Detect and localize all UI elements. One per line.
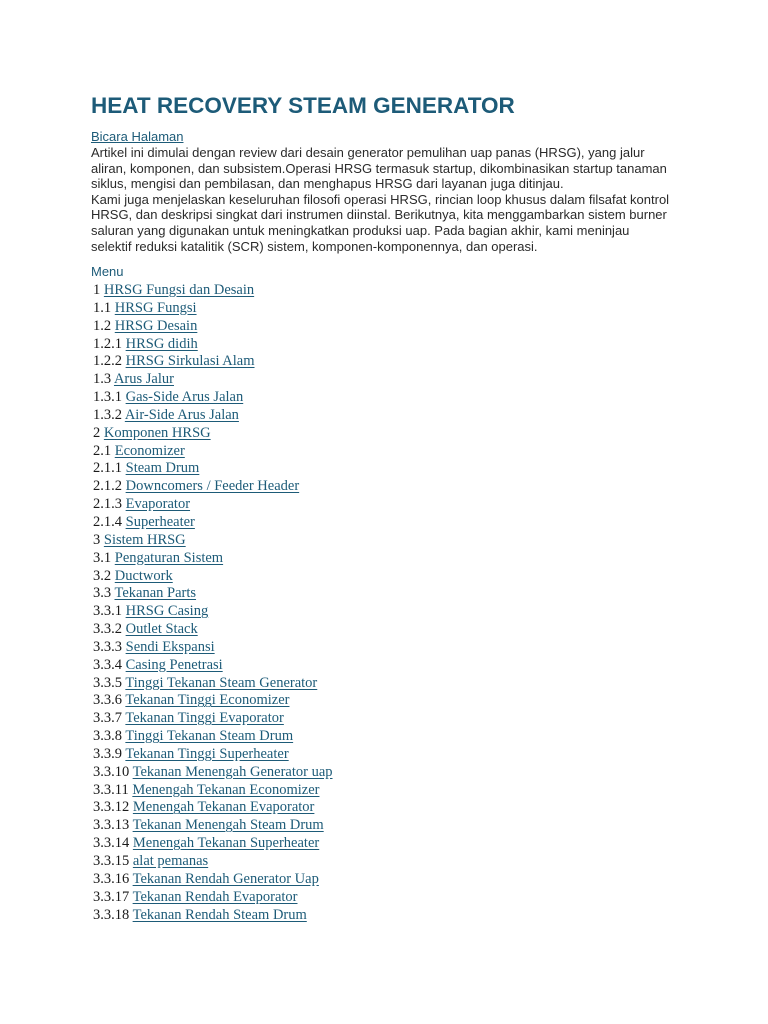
toc-item-number: 3.3.6 (93, 692, 122, 709)
toc-item-link[interactable]: Gas-Side Arus Jalan (125, 389, 244, 406)
toc-item-link[interactable]: Steam Drum (125, 460, 200, 477)
toc-item-link[interactable]: HRSG Casing (125, 603, 209, 620)
toc-item-link[interactable]: Outlet Stack (125, 621, 198, 638)
toc-item (93, 568, 333, 586)
toc-item (93, 425, 333, 443)
toc-item (93, 353, 333, 371)
toc-item (93, 621, 333, 639)
toc-item-link[interactable]: Evaporator (125, 496, 191, 513)
toc-item-link[interactable]: Tekanan Menengah Generator uap (132, 763, 333, 780)
toc-item-link[interactable]: Menengah Tekanan Economizer (132, 781, 320, 798)
toc-item-link[interactable]: HRSG Fungsi dan Desain (103, 282, 255, 298)
toc-item (93, 889, 333, 907)
toc-item-link[interactable]: Air-Side Arus Jalan (124, 406, 239, 423)
intro-paragraph: Kami juga menjelaskan keseluruhan filosofi operasi HRSG, rincian loop khusus dalam filsafat kontrol HRSG, dan deskripsi singkat dari instrumen diinstal. Berikutnya, kita menggambarkan sistem burner saluran yang digunakan untuk meningkatkan produksi uap. Pada bagian akhir, kami meninjau selektif reduksi katalitik (SCR) sistem, komponen-komponennya, dan operasi. (91, 191, 670, 254)
toc-item-number: 1.2 (93, 317, 112, 334)
toc-item (93, 764, 333, 782)
toc-item-link[interactable]: Downcomers / Feeder Header (125, 478, 300, 495)
toc-item-link[interactable]: Tekanan Rendah Evaporator (132, 888, 298, 905)
toc-item-link[interactable]: Tinggi Tekanan Steam Generator (125, 674, 318, 691)
toc-item (93, 692, 333, 710)
toc-item (93, 675, 333, 693)
toc-item (93, 443, 333, 461)
toc-item (93, 817, 333, 835)
page-title: HEAT RECOVERY STEAM GENERATOR (91, 93, 515, 118)
toc-item-link[interactable]: Arus Jalur (113, 371, 174, 388)
toc-item-number: 2.1 (93, 442, 112, 459)
toc-item-number: 1.1 (93, 299, 112, 316)
toc-item (93, 657, 333, 675)
toc-item-link[interactable]: Tekanan Tinggi Superheater (125, 745, 289, 762)
toc-item (93, 550, 333, 568)
toc-item-number: 3.3.8 (93, 728, 122, 745)
toc-item-number: 1.3.1 (93, 389, 122, 406)
menu-heading: Menu (91, 264, 124, 279)
toc-item-number: 2.1.4 (93, 513, 122, 530)
toc-item-number: 3.3.4 (93, 656, 122, 673)
toc-item (93, 835, 333, 853)
toc-item-link[interactable]: Menengah Tekanan Evaporator (132, 799, 315, 816)
toc-item-link[interactable]: Tekanan Tinggi Evaporator (125, 710, 284, 727)
toc-item-link[interactable]: Casing Penetrasi (125, 656, 223, 673)
toc-item (93, 478, 333, 496)
toc-item (93, 782, 333, 800)
toc-item-number: 3.3.10 (93, 763, 130, 780)
toc-item-number: 3.3.17 (93, 888, 130, 905)
toc-item-number: 3.3.2 (93, 621, 122, 638)
toc-item-number: 1.3 (93, 371, 112, 388)
toc-item (93, 853, 333, 871)
toc-item (93, 282, 333, 300)
toc-item (93, 300, 333, 318)
toc-item-link[interactable]: HRSG didih (125, 335, 198, 352)
toc-item-link[interactable]: alat pemanas (132, 853, 209, 869)
toc-item-number: 3.3.18 (93, 906, 130, 923)
toc-item-link[interactable]: Pengaturan Sistem (114, 549, 224, 566)
toc-item-link[interactable]: Tekanan Rendah Generator Uap (132, 870, 319, 887)
toc-item-number: 3.3.3 (93, 638, 122, 655)
toc-item (93, 460, 333, 478)
toc-item (93, 514, 333, 532)
toc-item-link[interactable]: HRSG Desain (114, 317, 198, 334)
toc-item (93, 746, 333, 764)
talk-page-link[interactable]: Bicara Halaman (91, 129, 184, 144)
toc-item (93, 907, 333, 925)
toc-item-link[interactable]: Menengah Tekanan Superheater (132, 835, 320, 852)
toc-item-link[interactable]: Tekanan Menengah Steam Drum (132, 817, 324, 834)
toc-item (93, 336, 333, 354)
toc-item (93, 710, 333, 728)
toc-item (93, 871, 333, 889)
toc-item-number: 3.3.9 (93, 745, 122, 762)
toc-item (93, 585, 333, 603)
toc-item-number: 2.1.1 (93, 460, 122, 477)
toc-item (93, 407, 333, 425)
toc-item-number: 3.2 (93, 567, 112, 584)
toc-item (93, 728, 333, 746)
toc-item-number: 3.3 (93, 585, 112, 602)
toc-item-link[interactable]: Komponen HRSG (103, 424, 211, 441)
intro-section (91, 145, 691, 254)
toc-item-number: 3.3.7 (93, 710, 122, 727)
toc-item-number: 2.1.3 (93, 496, 122, 513)
toc-item-link[interactable]: Tekanan Tinggi Economizer (125, 692, 290, 709)
toc-item-link[interactable]: HRSG Sirkulasi Alam (125, 353, 255, 370)
toc-item-number: 3.1 (93, 549, 112, 566)
toc-item-number: 3.3.15 (93, 853, 130, 869)
toc-item-number: 1.2.2 (93, 353, 122, 370)
toc-item-number: 1 (93, 282, 101, 298)
toc-item-number: 3.3.13 (93, 817, 130, 834)
toc-item-link[interactable]: Tekanan Rendah Steam Drum (132, 906, 307, 923)
toc-item-number: 3.3.16 (93, 870, 130, 887)
toc-item-link[interactable]: Superheater (125, 513, 195, 530)
toc-item-link[interactable]: HRSG Fungsi (114, 299, 197, 316)
toc-item (93, 389, 333, 407)
toc-item (93, 603, 333, 621)
toc-item-link[interactable]: Sistem HRSG (103, 531, 186, 548)
toc-item-number: 2.1.2 (93, 478, 122, 495)
toc-item-number: 1.3.2 (93, 406, 122, 423)
toc-item-link[interactable]: Tekanan Parts (114, 585, 197, 602)
toc-item-number: 3.3.14 (93, 835, 130, 852)
toc-item-number: 3.3.12 (93, 799, 130, 816)
toc-item-link[interactable]: Economizer (114, 442, 185, 459)
toc-item-link[interactable]: Sendi Ekspansi (125, 638, 215, 655)
toc-item (93, 639, 333, 657)
table-of-contents (93, 282, 333, 924)
toc-item-number: 3.3.5 (93, 674, 122, 691)
toc-item-number: 2 (93, 424, 101, 441)
toc-item (93, 532, 333, 550)
toc-item-number: 3 (93, 531, 101, 548)
intro-paragraph: Artikel ini dimulai dengan review dari desain generator pemulihan uap panas (HRSG), yang jalur aliran, komponen, dan subsistem.Operasi HRSG termasuk startup, dikombinasikan startup tanaman siklus, mengisi dan pembilasan, dan menghapus HRSG dari layanan juga ditinjau. (91, 145, 667, 192)
toc-item (93, 496, 333, 514)
toc-item-number: 3.3.1 (93, 603, 122, 620)
toc-item-number: 3.3.11 (93, 781, 129, 798)
toc-item-number: 1.2.1 (93, 335, 122, 352)
toc-item (93, 371, 333, 389)
toc-item (93, 318, 333, 336)
toc-item-link[interactable]: Tinggi Tekanan Steam Drum (125, 728, 294, 745)
toc-item-link[interactable]: Ductwork (114, 567, 173, 584)
toc-item (93, 799, 333, 817)
